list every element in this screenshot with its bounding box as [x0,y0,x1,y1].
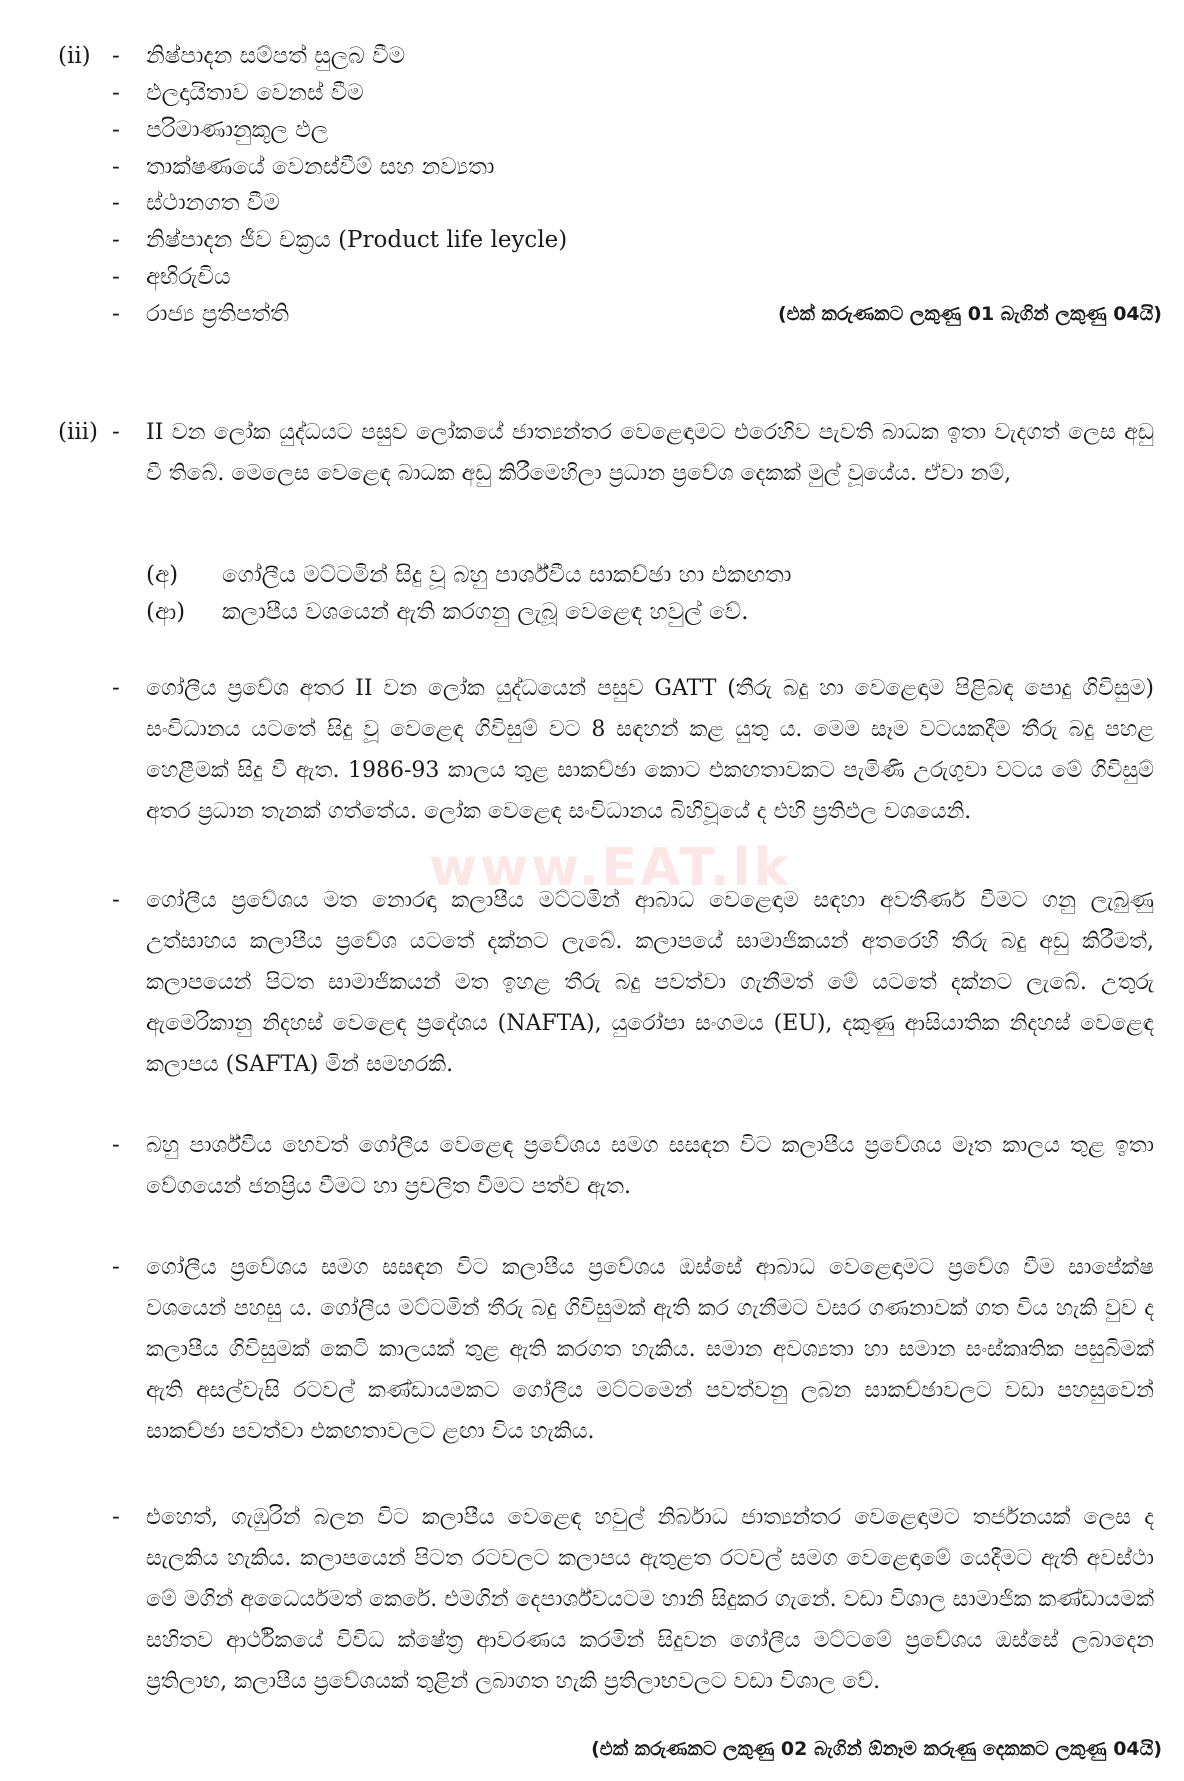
bullet-dash: - [112,419,120,445]
bullet-dash: - [112,1254,120,1280]
point-paragraph: ගෝලීය ප්‍රවේශය මත නොරඳා කලාපීය මට්ටමින් ආබාධ වෙළෙඳාම සඳහා අවතීර්ණ වීමට ගනු ලැබුණු උත්සාහය කලාපීය ප්‍රවේශ යටතේ දක්නට ලැබේ. කලාපයේ සාමාජිකයන් අතරෙහි තීරු බදු අඩු කිරීමත්, කලාපයෙන් පිටත සාමාජිකයන් මත ඉහළ තීරු බදු පවත්වා ගැනීමත් මේ යටතේ දක්නට ලැබේ. උතුරු ඇමෙරිකානු නිදහස් වෙළෙඳ ප්‍රදේශය (NAFTA), යුරෝපා සංගමය (EU), දකුණු ආසියාතික නිදහස් වෙළෙඳ කලාපය (SAFTA) මින් සමහරකි. [146,888,1154,1077]
bullet-dash: - [112,264,120,290]
point-paragraph: ගෝලීය ප්‍රවේශය සමග සසඳන විට කලාපීය ප්‍රවේශය ඔස්සේ ආබාධ වෙළෙඳාමට ප්‍රවේශ වීම සාපේක්ෂ වශයෙන් පහසු ය. ගෝලීය මට්ටමින් තීරු බදු ගිවිසුමක් ඇති කර ගැනීමට වසර ගණනාවක් ගත විය හැකි වුව ද කලාපීය ගිවිසුමක් කෙටි කාලයක් තුළ ඇති කරගත හැකිය. සමාන අවශ්‍යතා හා සමාන සංස්කෘතික පසුබිමක් ඇති අසල්වැසි රටවල් කණ්ඩායමකට ගෝලීය මට්ටමෙන් පවත්වනු ලබන සාකච්ඡාවලට වඩා පහසුවෙන් සාකච්ඡා පවත්වා එකඟතාවලට ළඟා විය හැකිය. [146,1255,1154,1444]
point-paragraph: බහු පාර්ශ්වීය හෙවත් ගෝලීය වෙළෙඳ ප්‍රවේශය සමග සසඳන විට කලාපීය ප්‍රවේශය මෑත කාලය තුළ ඉතා වේගයෙන් ජනප්‍රිය වීමට හා ප්‍රචලිත වීමට පත්ව ඇත. [146,1133,1154,1199]
bullet-dash: - [112,190,120,216]
section-ii-item: රාජ්‍ය ප්‍රතිපත්ති [146,301,289,327]
watermark: www.EAT.lk [428,838,791,898]
sub-item-label: (ආ) [146,599,186,625]
bullet-dash: - [112,1504,120,1530]
point-paragraph: ගෝලීය ප්‍රවේශ අතර II වන ලෝක යුද්ධයෙන් පසුව GATT (තීරු බදු හා වෙළෙඳාම පිළිබඳ පොදු ගිවිසුම) සංවිධානය යටතේ සිදු වූ වෙළෙඳ ගිවිසුම් වට 8 සඳහන් කළ යුතු ය. මෙම සෑම වටයකදීම තීරු බදු පහළ හෙළීමක් සිදු වී ඇත. 1986-93 කාලය තුළ සාකච්ඡා කොට එකඟතාවකට පැමිණි උරුගුවා වටය මේ ගිවිසුම් අතර ප්‍රධාන තැනක් ගත්තේය. ලෝක වෙළෙඳ සංවිධානය බිහිවූයේ ද එහි ප්‍රතිඵල වශයෙනි. [146,676,1154,824]
bullet-dash: - [112,80,120,106]
section-ii-item: නිෂ්පාදන ජීව චක්‍රය (Product life leycle) [146,227,568,253]
bullet-dash: - [112,887,120,913]
section-ii-item: අභිරුචිය [146,264,231,290]
section-ii-item: ඵලදායිතාව වෙනස් වීම [146,80,364,106]
bullet-dash: - [112,301,120,327]
bullet-dash: - [112,675,120,701]
section-ii-item: ස්ථානගත වීම [146,190,280,216]
bullet-dash: - [112,43,120,69]
sub-item-text: කලාපීය වශයෙන් ඇති කරගනු ලැබූ වෙළෙඳ හවුල් වේ. [222,599,749,625]
marks-note: (එක් කරුණකට ලකුණු 02 බැගින් ඕනෑම කරුණු දෙකකට ලකුණු 04යි) [591,1738,1162,1760]
section-iii-label: (iii) [58,419,99,445]
bullet-dash: - [112,1132,120,1158]
sub-item-label: (අ) [146,562,179,588]
section-ii-item: තාක්ෂණයේ වෙනස්වීම් සහ නව්‍යතා [146,154,495,180]
marks-note: (එක් කරුණකට ලකුණු 01 බැගින් ලකුණු 04යි) [777,303,1162,325]
section-ii-item: පරිමාණානුකූල ඵල [146,117,329,143]
point-paragraph: එහෙත්, ගැඹුරින් බලන විට කලාපීය වෙළෙඳ හවුල් නිර්බාධ ජාත්‍යන්තර වෙළෙඳාමට තර්ජනයක් ලෙස ද සැලකිය හැකිය. කලාපයෙන් පිටත රටවලට කලාපය ඇතුළත රටවල් සමග වෙළෙඳාමේ යෙදීමට ඇති අවස්ථා මේ මගින් අධෛර්යමත් කෙරේ. එමගින් දෙපාර්ශ්වයටම හානි සිදුකර ගැනේ. වඩා විශාල සාමාජික කණ්ඩායමක් සහිතව ආර්ථිකයේ විවිධ ක්ෂේත්‍ර ආවරණය කරමින් සිදුවන ගෝලීය මට්ටමේ ප්‍රවේශය ඔස්සේ ලබාදෙන ප්‍රතිලාභ, කලාපීය ප්‍රවේශයක් තුළින් ලබාගත හැකි ප්‍රතිලාභවලට වඩා විශාල වේ. [146,1505,1154,1694]
section-ii-label: (ii) [58,43,91,69]
section-iii-intro: II වන ලෝක යුද්ධයට පසුව ලෝකයේ ජාත්‍යන්තර වෙළෙඳාමට එරෙහිව පැවති බාධක ඉතා වැදගත් ලෙස අඩු වී තිබේ. මෙලෙස වෙළෙඳ බාධක අඩු කිරීමෙහිලා ප්‍රධාන ප්‍රවේශ දෙකක් මුල් වූයේය. ඒවා නම්, [146,420,1154,486]
section-ii-item: නිෂ්පාදන සම්පත් සුලබ වීම [146,43,406,69]
sub-item-text: ගෝලීය මට්ටමින් සිදු වූ බහු පාර්ශ්වීය සාකච්ඡා හා එකඟතා [222,562,792,588]
bullet-dash: - [112,227,120,253]
bullet-dash: - [112,154,120,180]
bullet-dash: - [112,117,120,143]
